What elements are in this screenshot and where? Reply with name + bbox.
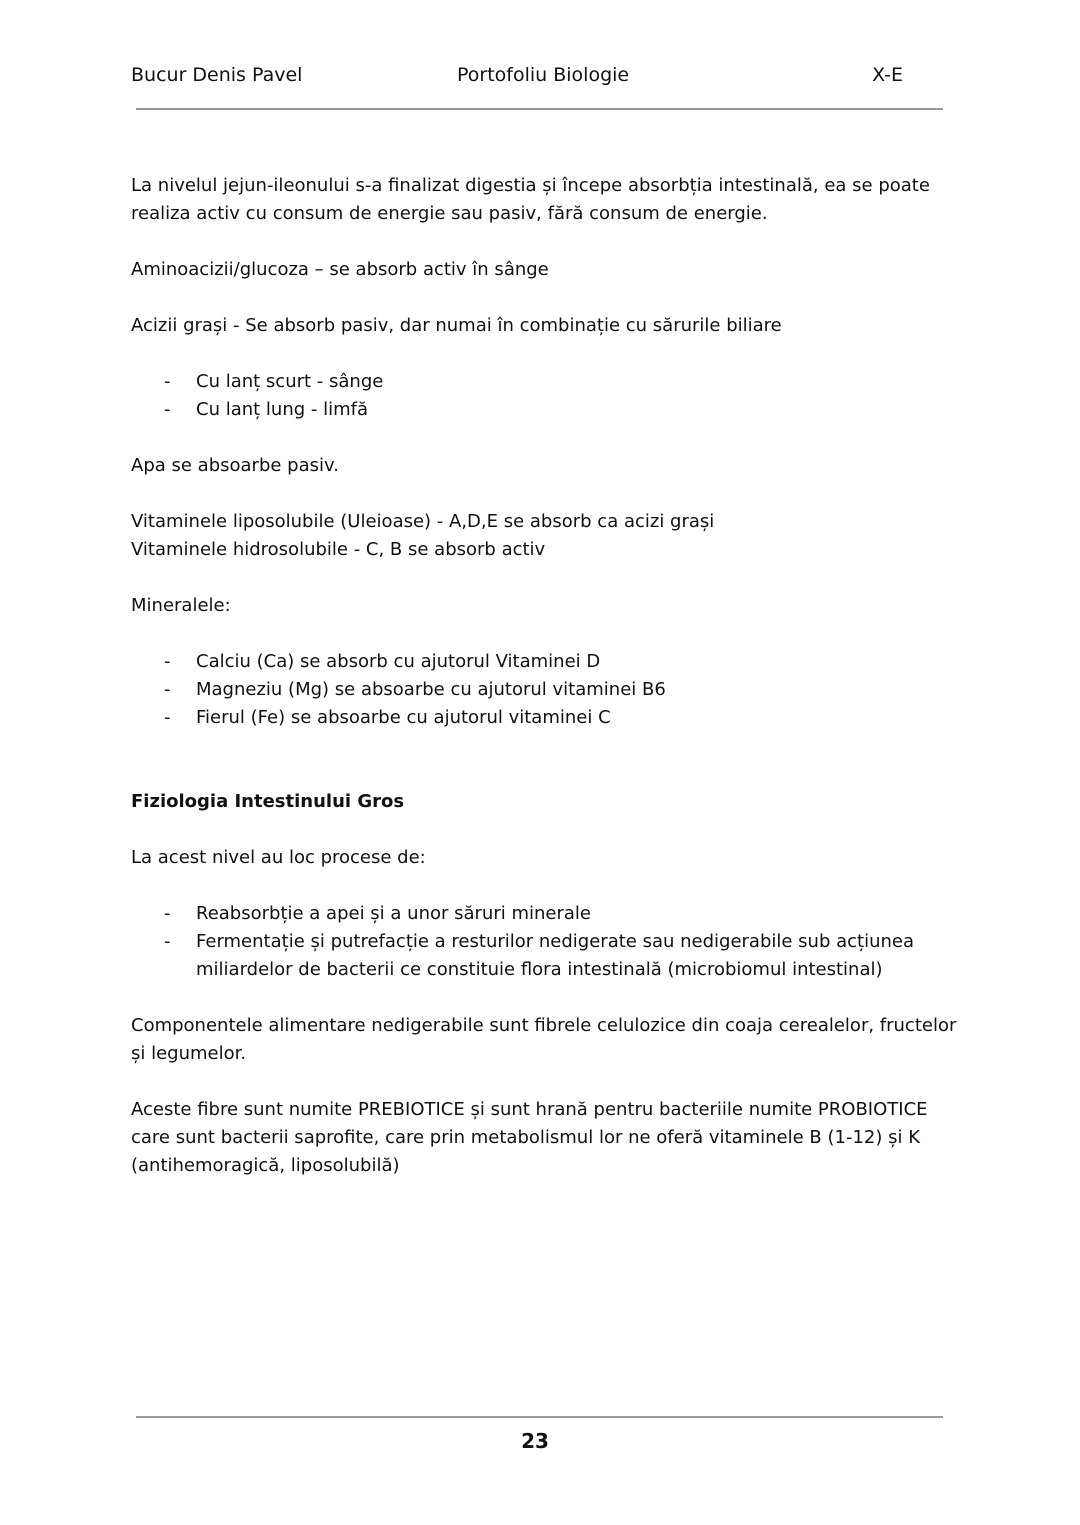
componente-paragraph: Componentele alimentare nedigerabile sunt fibrele celulozice din coaja cerealelor, fructelor și legumelor.	[131, 1015, 957, 1064]
list-dash: -	[164, 903, 171, 924]
page-content	[131, 172, 961, 1208]
list-dash: -	[164, 679, 171, 700]
list-item-text: Cu lanț lung - limfă	[196, 399, 369, 420]
lant-list	[131, 368, 961, 424]
list-item-text: Calciu (Ca) se absorb cu ajutorul Vitaminei D	[196, 651, 601, 672]
list-dash: -	[164, 931, 171, 952]
section-heading: Fiziologia Intestinului Gros	[131, 791, 405, 812]
list-dash: -	[164, 707, 171, 728]
acizi-grasi-paragraph: Acizii grași - Se absorb pasiv, dar numai în combinație cu sărurile biliare	[131, 315, 782, 336]
minerale-list	[131, 648, 961, 732]
list-item	[131, 368, 961, 396]
procese-list	[131, 900, 961, 984]
vitamine-lipo-line: Vitaminele liposolubile (Uleioase) - A,D,E se absorb ca acizi grași	[131, 511, 715, 532]
list-item	[131, 928, 961, 984]
vitamine-paragraph	[131, 508, 961, 564]
header-author: Bucur Denis Pavel	[131, 64, 303, 86]
list-item	[131, 704, 961, 732]
footer-divider	[136, 1416, 943, 1418]
aminoacizi-paragraph: Aminoacizii/glucoza – se absorb activ în sânge	[131, 259, 549, 280]
list-item-text: Magneziu (Mg) se absoarbe cu ajutorul vitaminei B6	[196, 679, 666, 700]
prebiotice-paragraph: Aceste fibre sunt numite PREBIOTICE și sunt hrană pentru bacteriile numite PROBIOTICE care sunt bacterii saprofite, care prin metabolismul lor ne oferă vitaminele B (1-12) și K (antihemoragică, liposolubilă)	[131, 1099, 928, 1176]
header-class: X-E	[872, 64, 903, 86]
header-title: Portofoliu Biologie	[457, 64, 630, 86]
list-item-text: Cu lanț scurt - sânge	[196, 371, 384, 392]
list-item	[131, 396, 961, 424]
list-item	[131, 900, 961, 928]
list-dash: -	[164, 399, 171, 420]
header-divider	[136, 108, 943, 110]
list-item	[131, 676, 961, 704]
minerale-label: Mineralele:	[131, 595, 231, 616]
list-dash: -	[164, 371, 171, 392]
page-header	[131, 64, 943, 94]
list-item-text: Reabsorbție a apei și a unor săruri minerale	[196, 903, 591, 924]
list-item	[131, 648, 961, 676]
apa-paragraph: Apa se absoarbe pasiv.	[131, 455, 339, 476]
page-number: 23	[521, 1429, 549, 1453]
vitamine-hidro-line: Vitaminele hidrosolubile - C, B se absorb activ	[131, 539, 546, 560]
list-item-text: Fermentație și putrefacție a resturilor nedigerate sau nedigerabile sub acțiunea miliardelor de bacterii ce constituie flora intestinală (microbiomul intestinal)	[196, 931, 915, 980]
list-item-text: Fierul (Fe) se absoarbe cu ajutorul vitaminei C	[196, 707, 611, 728]
list-dash: -	[164, 651, 171, 672]
intro-paragraph: La nivelul jejun-ileonului s-a finalizat digestia și începe absorbția intestinală, ea se poate realiza activ cu consum de energie sau pasiv, fără consum de energie.	[131, 175, 930, 224]
procese-intro: La acest nivel au loc procese de:	[131, 847, 426, 868]
